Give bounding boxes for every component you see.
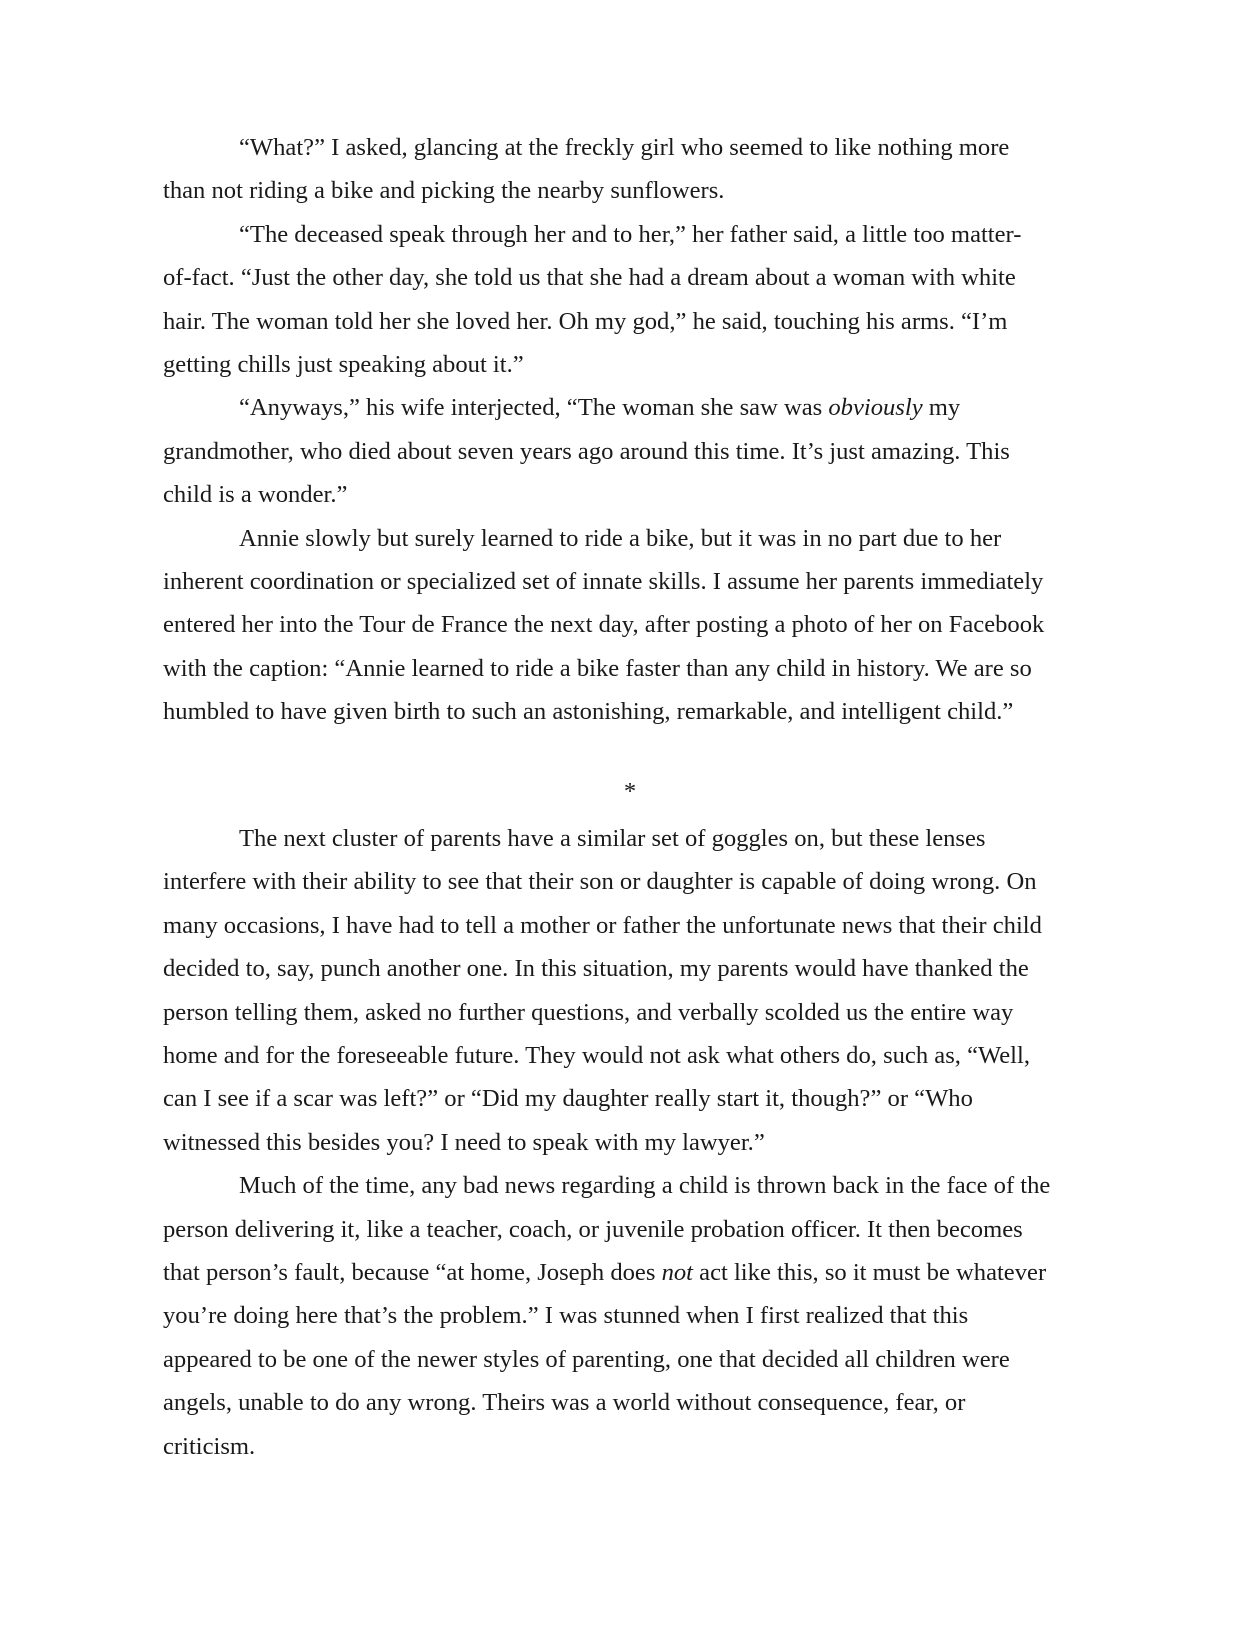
text-line: Annie slowly but surely learned to ride a bike, but it was in no part due to her bbox=[239, 524, 1002, 552]
text-line: interfere with their ability to see that their son or daughter is capable of doing wrong. On bbox=[163, 868, 1037, 896]
text-segment: “Anyways,” his wife interjected, “The woman she saw was bbox=[239, 394, 829, 422]
text-line: decided to, say, punch another one. In this situation, my parents would have thanked the bbox=[163, 955, 1029, 983]
text-line: humbled to have given birth to such an astonishing, remarkable, and intelligent child.” bbox=[163, 698, 1014, 726]
text-line: The next cluster of parents have a similar set of goggles on, but these lenses bbox=[239, 825, 986, 852]
paragraph-5 bbox=[163, 817, 1083, 1164]
text-line: many occasions, I have had to tell a mother or father the unfortunate news that their child bbox=[163, 911, 1042, 939]
text-line: criticism. bbox=[163, 1432, 256, 1460]
text-line bbox=[163, 1251, 1083, 1294]
emphasis-text: not bbox=[661, 1259, 694, 1287]
text-line: entered her into the Tour de France the next day, after posting a photo of her on Facebook bbox=[163, 611, 1045, 639]
paragraph-3 bbox=[163, 386, 1083, 516]
text-line: “What?” I asked, glancing at the freckly girl who seemed to like nothing more bbox=[239, 134, 1010, 161]
section-two bbox=[163, 817, 1083, 1468]
text-segment: that person’s fault, because “at home, Joseph does bbox=[163, 1259, 662, 1287]
text-line: than not riding a bike and picking the nearby sunflowers. bbox=[163, 177, 725, 205]
text-line: witnessed this besides you? I need to speak with my lawyer.” bbox=[163, 1128, 765, 1156]
text-segment: my bbox=[922, 394, 961, 422]
paragraph-2 bbox=[163, 213, 1083, 387]
text-line: hair. The woman told her she loved her. Oh my god,” he said, touching his arms. “I’m bbox=[163, 307, 1008, 335]
text-line: you’re doing here that’s the problem.” I was stunned when I first realized that this bbox=[163, 1302, 969, 1330]
text-line bbox=[163, 386, 1083, 429]
text-line: Much of the time, any bad news regarding a child is thrown back in the face of the bbox=[239, 1172, 1051, 1200]
emphasis-text: obviously bbox=[828, 394, 923, 422]
text-line: of-fact. “Just the other day, she told us that she had a dream about a woman with white bbox=[163, 264, 1016, 292]
text-line: child is a wonder.” bbox=[163, 481, 348, 509]
text-line: angels, unable to do any wrong. Theirs was a world without consequence, fear, or bbox=[163, 1389, 966, 1417]
text-line: inherent coordination or specialized set of innate skills. I assume her parents immediately bbox=[163, 568, 1044, 596]
text-line: “The deceased speak through her and to her,” her father said, a little too matter- bbox=[239, 220, 1022, 248]
text-line: with the caption: “Annie learned to ride a bike faster than any child in history. We are so bbox=[163, 654, 1032, 682]
text-line: appeared to be one of the newer styles of parenting, one that decided all children were bbox=[163, 1345, 1010, 1373]
paragraph-6 bbox=[163, 1164, 1083, 1468]
paragraph-1 bbox=[163, 126, 1083, 213]
text-line: person telling them, asked no further questions, and verbally scolded us the entire way bbox=[163, 998, 1014, 1026]
text-line: can I see if a scar was left?” or “Did my daughter really start it, though?” or “Who bbox=[163, 1085, 973, 1113]
text-segment: act like this, so it must be whatever bbox=[693, 1259, 1047, 1287]
text-line: home and for the foreseeable future. They would not ask what others do, such as, “Well, bbox=[163, 1042, 1030, 1070]
section-one bbox=[163, 126, 1083, 734]
section-break-asterisk: * bbox=[623, 778, 637, 805]
paragraph-4 bbox=[163, 517, 1083, 734]
text-line: grandmother, who died about seven years ago around this time. It’s just amazing. This bbox=[163, 437, 1010, 465]
text-line: person delivering it, like a teacher, coach, or juvenile probation officer. It then becomes bbox=[163, 1215, 1023, 1243]
text-line: getting chills just speaking about it.” bbox=[163, 351, 524, 379]
